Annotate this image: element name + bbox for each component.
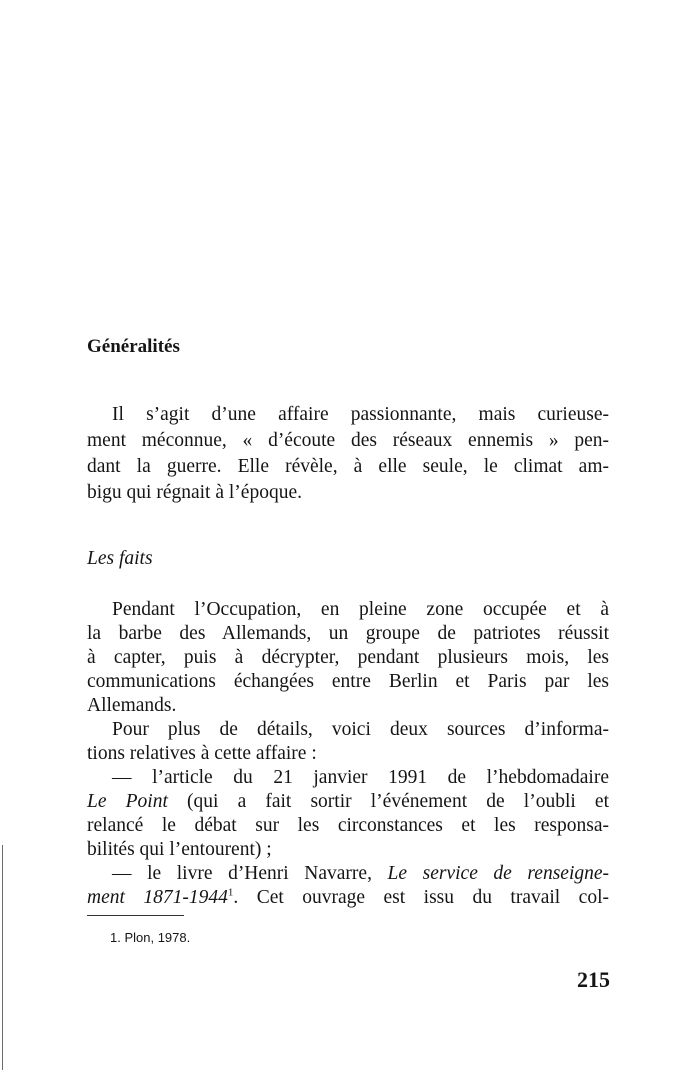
source-line: bilités qui l’entourent) ; xyxy=(87,839,272,860)
facts-line: Allemands. xyxy=(87,695,177,716)
facts-line: à capter, puis à décrypter, pendant plusieurs mois, les xyxy=(87,647,609,668)
source-line-text: . Cet ouvrage est issu du travail col- xyxy=(233,887,610,908)
source-line-text: — le livre d’Henri Navarre, xyxy=(112,863,388,884)
intro-line: ment méconnue, « d’écoute des réseaux ennemis » pen- xyxy=(87,430,609,451)
intro-line: bigu qui régnait à l’époque. xyxy=(87,482,302,503)
facts-line: la barbe des Allemands, un groupe de patriotes réussit xyxy=(87,623,609,644)
facts-line: Pour plus de détails, voici deux sources d’informa- xyxy=(112,719,609,740)
source-line: — l’article du 21 janvier 1991 de l’hebdomadaire xyxy=(112,767,609,788)
section-heading: Généralités xyxy=(87,336,180,357)
footnote-reference: 1 xyxy=(227,886,234,899)
footnote: 1. Plon, 1978. xyxy=(110,930,191,945)
subsection-heading: Les faits xyxy=(87,548,153,569)
intro-line: dant la guerre. Elle révèle, à elle seule, le climat am- xyxy=(87,456,609,477)
journal-title: Le Point xyxy=(87,791,168,812)
facts-line: communications échangées entre Berlin et Paris par les xyxy=(87,671,609,692)
footnote-rule xyxy=(87,915,184,916)
page-number: 215 xyxy=(577,967,610,992)
facts-line: Pendant l’Occupation, en pleine zone occupée et à xyxy=(112,599,609,620)
intro-line: Il s’agit d’une affaire passionnante, mais curieuse- xyxy=(112,404,609,425)
source-line xyxy=(87,790,609,814)
book-title: ment 1871-1944 xyxy=(87,887,228,908)
page-edge-line xyxy=(2,845,3,1070)
source-line-text: (qui a fait sortir l’événement de l’oubli et xyxy=(167,791,609,812)
book-title: Le service de renseigne- xyxy=(387,863,610,884)
source-line xyxy=(112,862,609,886)
source-line xyxy=(87,886,609,910)
source-line: relancé le débat sur les circonstances et les responsa- xyxy=(87,815,609,836)
facts-line: tions relatives à cette affaire : xyxy=(87,743,317,764)
